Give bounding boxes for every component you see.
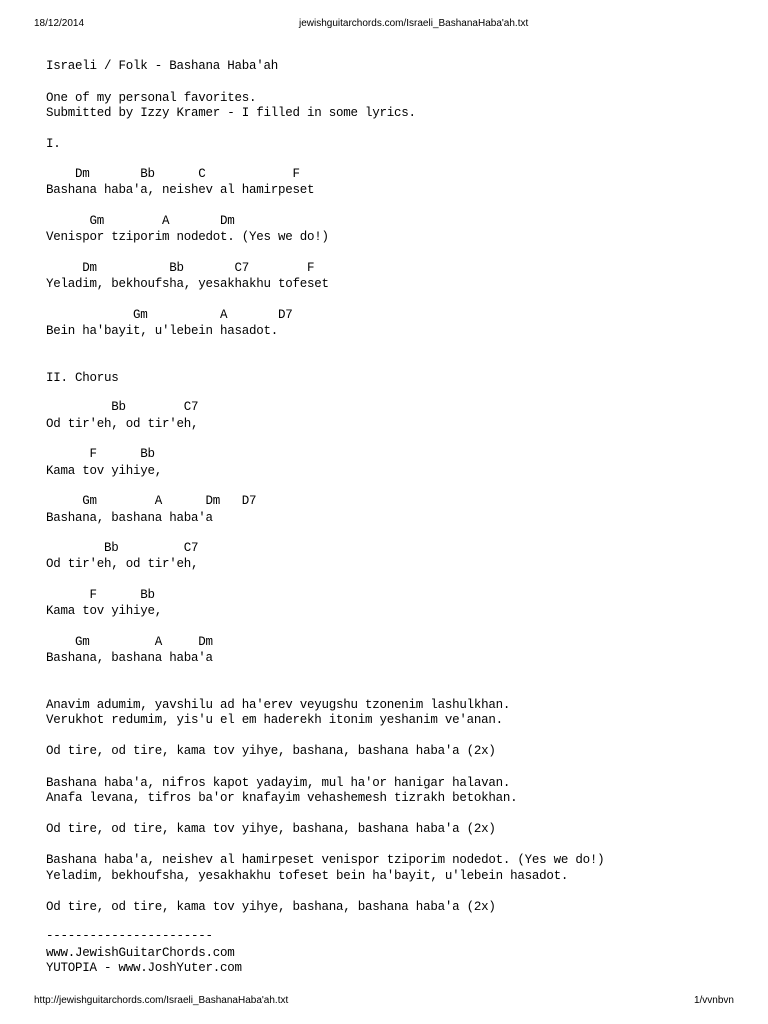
chord-line: Gm A Dm [46,214,235,228]
chord-line: Gm A D7 [46,308,293,322]
lyric-line: Bashana haba'a, neishev al hamirpeset venispor tziporim nodedot. (Yes we do!) [46,853,605,867]
site-credit: YUTOPIA - www.JoshYuter.com [46,961,242,975]
chord-line: Bb C7 [46,541,199,555]
lyric-line: Od tir'eh, od tir'eh, [46,417,199,431]
lyric-line: Anafa levana, tifros ba'or knafayim vehashemesh tizrakh betokhan. [46,791,518,805]
lyric-line: Kama tov yihiye, [46,464,163,478]
lyric-line: Od tire, od tire, kama tov yihye, bashana, bashana haba'a (2x) [46,822,496,836]
chord-line: Gm A Dm D7 [46,494,257,508]
lyric-line: Yeladim, bekhoufsha, yesakhakhu tofeset bein ha'bayit, u'lebein hasadot. [46,869,569,883]
site-credit: www.JewishGuitarChords.com [46,946,235,960]
page-number: 1/vvnbvn [693,995,734,1006]
lyric-line: Bashana haba'a, neishev al hamirpeset [46,183,315,197]
lyric-line: Od tire, od tire, kama tov yihye, bashana, bashana haba'a (2x) [46,744,496,758]
chord-line: Gm A Dm [46,635,213,649]
print-header-url: jewishguitarchords.com/Israeli_BashanaHaba'ah.txt [299,18,529,29]
lyric-line: Verukhot redumim, yis'u el em haderekh itonim yeshanim ve'anan. [46,713,503,727]
chord-line: Bb C7 [46,400,199,414]
lyric-line: Bashana, bashana haba'a [46,511,213,525]
divider-line: ----------------------- [46,929,213,943]
lyric-line: Bashana haba'a, nifros kapot yadayim, mul ha'or hanigar halavan. [46,776,511,790]
print-date: 18/12/2014 [34,18,85,29]
section-heading: I. [46,137,61,151]
song-title: Israeli / Folk - Bashana Haba'ah [46,59,279,73]
intro-line: One of my personal favorites. [46,91,257,105]
lyric-line: Yeladim, bekhoufsha, yesakhakhu tofeset [46,277,329,291]
intro-line: Submitted by Izzy Kramer - I filled in some lyrics. [46,106,416,120]
lyric-line: Venispor tziporim nodedot. (Yes we do!) [46,230,329,244]
lyric-line: Bein ha'bayit, u'lebein hasadot. [46,324,279,338]
lyric-line: Bashana, bashana haba'a [46,651,213,665]
print-footer-url: http://jewishguitarchords.com/Israeli_BashanaHaba'ah.txt [34,995,289,1006]
section-heading: II. Chorus [46,371,119,385]
chord-line: F Bb [46,588,155,602]
chord-line: Dm Bb C7 F [46,261,315,275]
chord-line: Dm Bb C F [46,167,300,181]
lyric-line: Kama tov yihiye, [46,604,163,618]
chord-line: F Bb [46,447,155,461]
lyric-line: Anavim adumim, yavshilu ad ha'erev veyugshu tzonenim lashulkhan. [46,698,511,712]
lyric-line: Od tir'eh, od tir'eh, [46,557,199,571]
lyric-line: Od tire, od tire, kama tov yihye, bashana, bashana haba'a (2x) [46,900,496,914]
